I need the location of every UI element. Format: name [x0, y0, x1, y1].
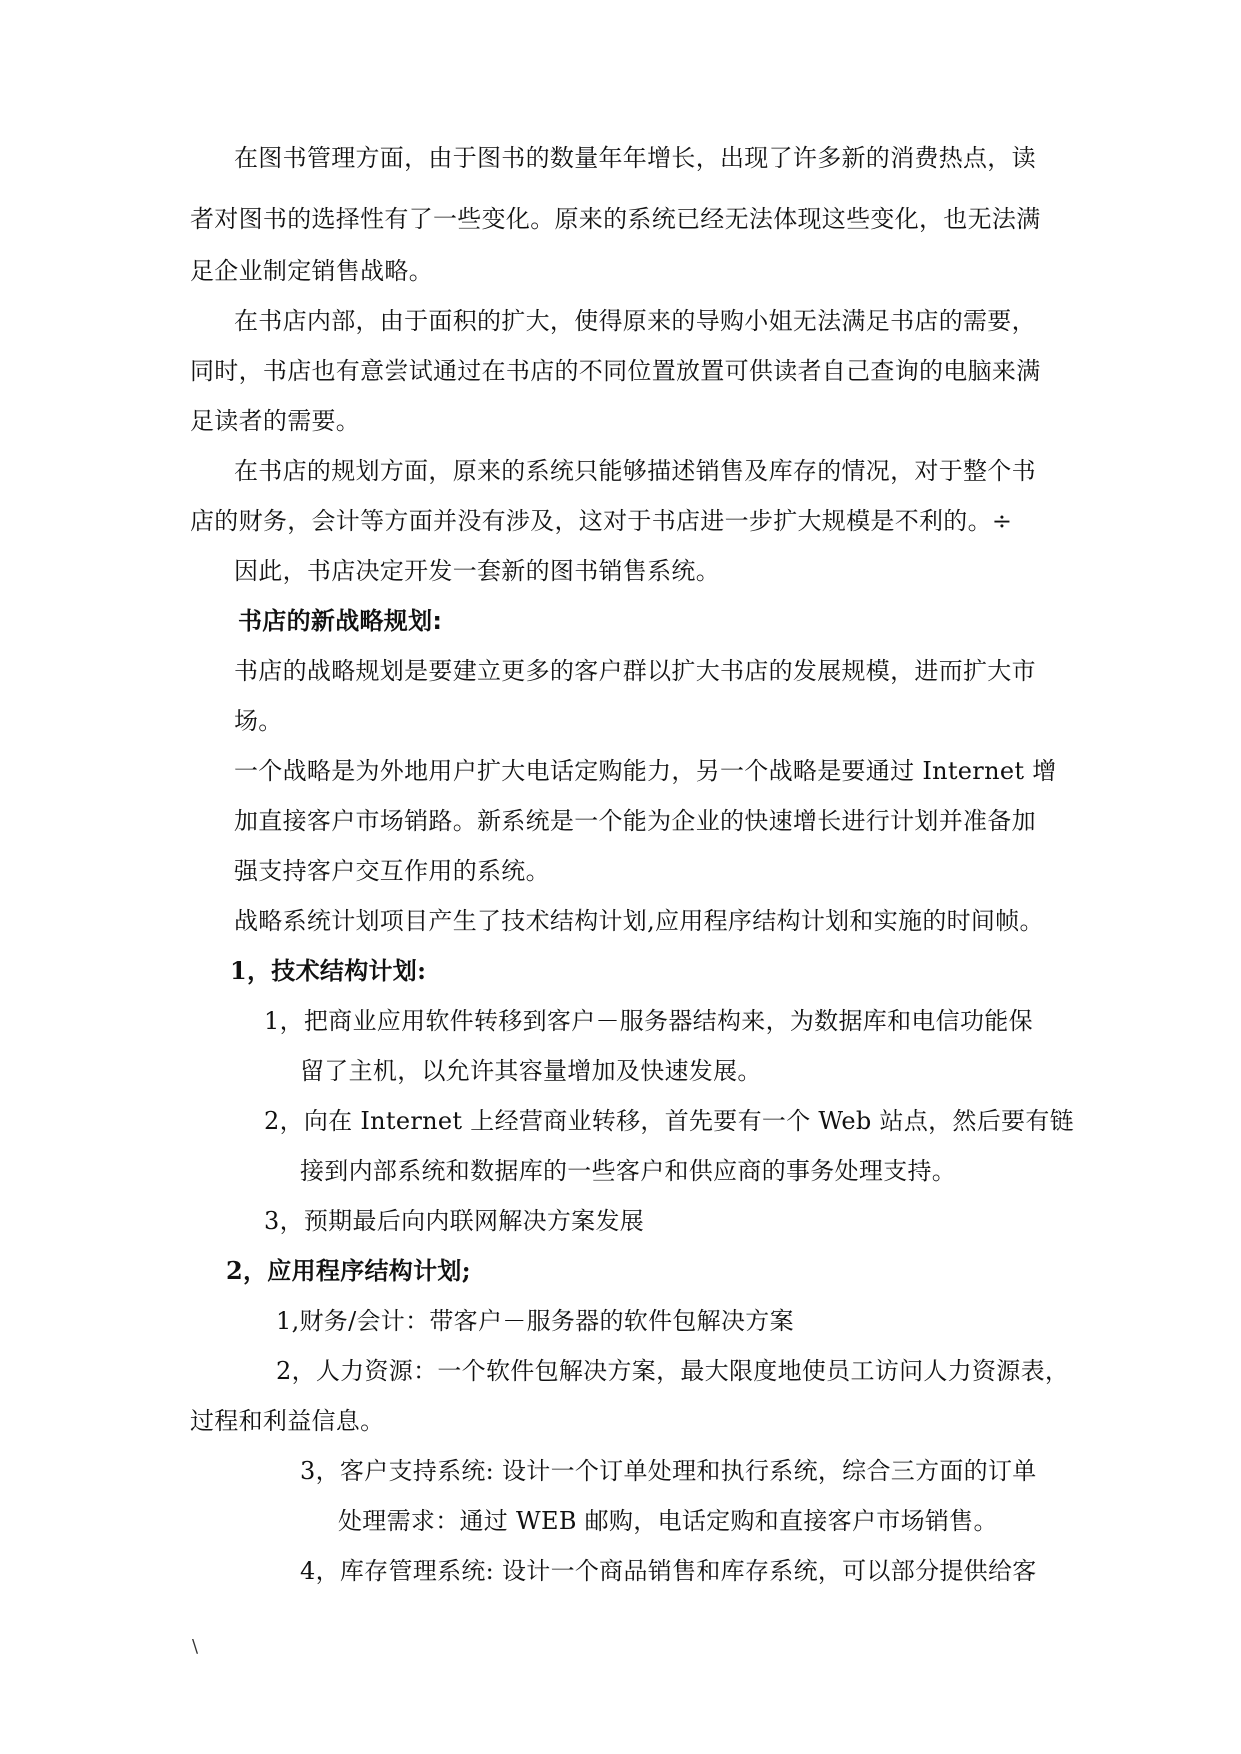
paragraph-line: 在图书管理方面，由于图书的数量年年增长，出现了许多新的消费热点，读	[234, 144, 1036, 172]
paragraph-line: 加直接客户市场销路。新系统是一个能为企业的快速增长进行计划并准备加	[234, 807, 1036, 835]
paragraph-line: 一个战略是为外地用户扩大电话定购能力，另一个战略是要通过 Internet 增	[234, 757, 1057, 785]
list-item: 过程和利益信息。	[190, 1407, 385, 1435]
section-heading-strategy: 书店的新战略规划:	[238, 607, 443, 635]
paragraph-line: 者对图书的选择性有了一些变化。原来的系统已经无法体现这些变化，也无法满	[190, 205, 1041, 233]
list-item: 1，把商业应用软件转移到客户－服务器结构来，为数据库和电信功能保	[264, 1007, 1033, 1035]
footer-mark: \	[192, 1636, 199, 1657]
list-item: 2，向在 Internet 上经营商业转移，首先要有一个 Web 站点，然后要有链	[264, 1107, 1074, 1135]
section-heading-app-plan: 2，应用程序结构计划;	[226, 1256, 471, 1285]
list-item: 2，人力资源：一个软件包解决方案，最大限度地使员工访问人力资源表，	[276, 1357, 1070, 1385]
list-item: 4，库存管理系统: 设计一个商品销售和库存系统，可以部分提供给客	[300, 1557, 1037, 1585]
paragraph-line: 足企业制定销售战略。	[190, 257, 433, 285]
paragraph-line: 在书店的规划方面，原来的系统只能够描述销售及库存的情况，对于整个书	[234, 457, 1036, 485]
list-item: 接到内部系统和数据库的一些客户和供应商的事务处理支持。	[300, 1157, 957, 1185]
paragraph-line: 强支持客户交互作用的系统。	[234, 857, 550, 885]
paragraph-line: 战略系统计划项目产生了技术结构计划,应用程序结构计划和实施的时间帧。	[234, 907, 1044, 935]
section-heading-tech-plan: 1，技术结构计划:	[230, 956, 427, 985]
list-item: 处理需求：通过 WEB 邮购，电话定购和直接客户市场销售。	[338, 1507, 998, 1535]
list-item: 留了主机，以允许其容量增加及快速发展。	[300, 1057, 762, 1085]
list-item: 3，客户支持系统: 设计一个订单处理和执行系统，综合三方面的订单	[300, 1457, 1037, 1485]
paragraph-line: 同时，书店也有意尝试通过在书店的不同位置放置可供读者自己查询的电脑来满	[190, 357, 1041, 385]
paragraph-line: 足读者的需要。	[190, 407, 361, 435]
paragraph-line: 店的财务，会计等方面并没有涉及，这对于书店进一步扩大规模是不利的。÷	[190, 507, 1013, 535]
list-item: 1,财务/会计：带客户－服务器的软件包解决方案	[276, 1307, 794, 1335]
paragraph-line: 在书店内部，由于面积的扩大，使得原来的导购小姐无法满足书店的需要，	[234, 307, 1036, 335]
paragraph-line: 因此，书店决定开发一套新的图书销售系统。	[234, 557, 720, 585]
paragraph-line: 书店的战略规划是要建立更多的客户群以扩大书店的发展规模，进而扩大市	[234, 657, 1036, 685]
paragraph-line: 场。	[234, 707, 283, 735]
list-item: 3，预期最后向内联网解决方案发展	[264, 1207, 645, 1235]
